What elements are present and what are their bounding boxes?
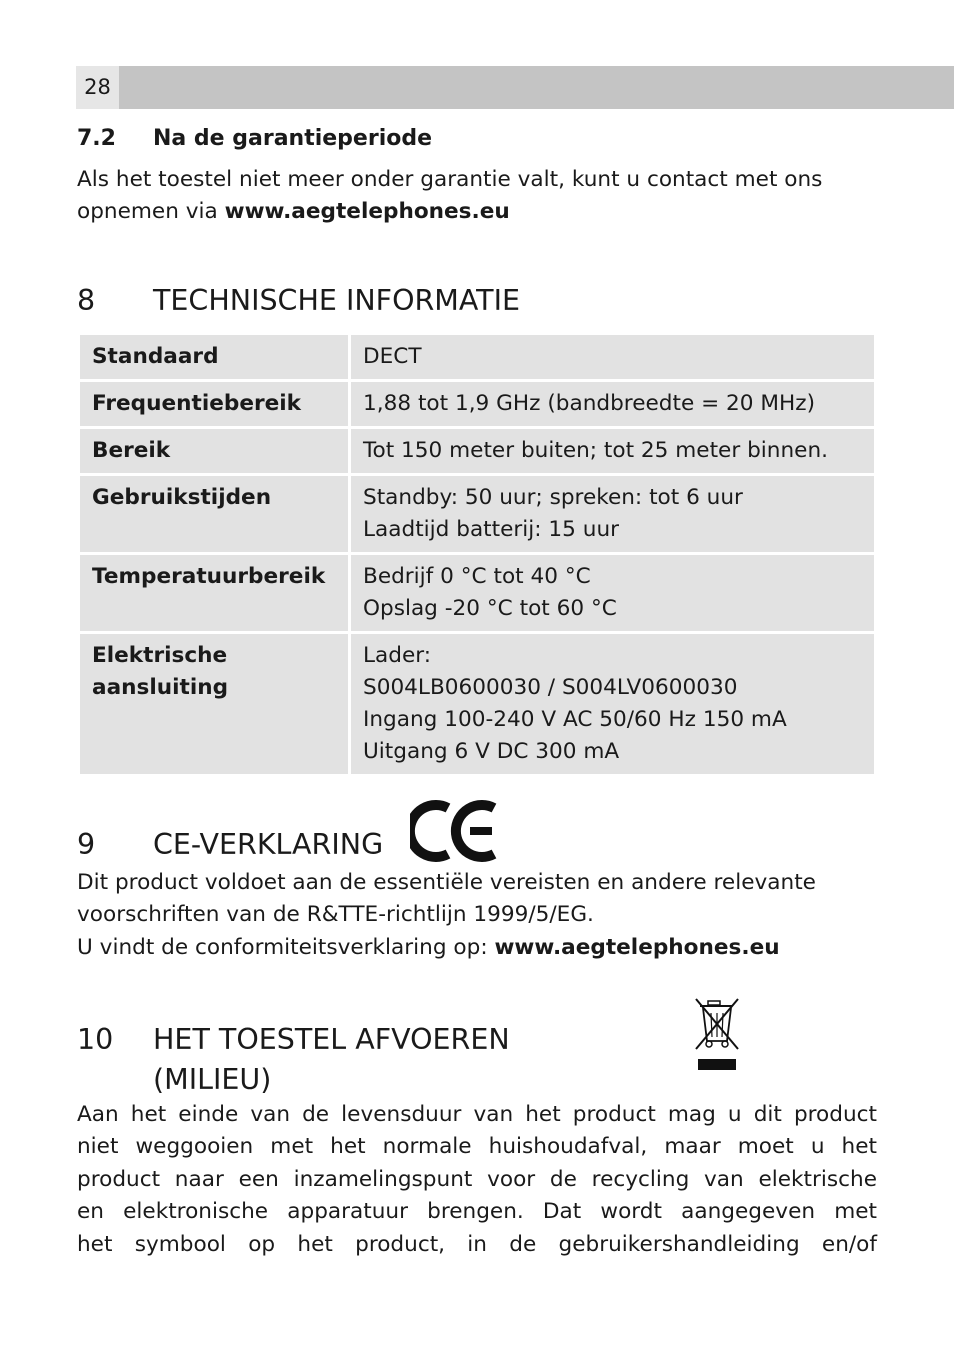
- section-number: 7.2: [77, 126, 116, 151]
- spec-value: [351, 382, 874, 426]
- section-title-line: HET TOESTEL AFVOEREN: [153, 1023, 510, 1056]
- ce-mark-icon: [410, 800, 500, 862]
- spec-value: [351, 555, 874, 631]
- section-9-heading: [77, 828, 383, 861]
- table-row: [80, 382, 874, 426]
- section-title: Na de garantieperiode: [153, 126, 433, 151]
- section-number: 9: [77, 828, 96, 861]
- table-row: [80, 634, 874, 774]
- spec-label: Bereik: [80, 429, 348, 473]
- spec-value-line: Uitgang 6 V DC 300 mA: [363, 739, 620, 764]
- section-title-line: (MILIEU): [153, 1063, 272, 1096]
- spec-label: Standaard: [80, 335, 348, 379]
- section-number: 8: [77, 284, 96, 317]
- paragraph-line: [77, 932, 877, 964]
- section-title: [153, 1020, 510, 1100]
- paragraph-text: U vindt de conformiteitsverklaring op:: [77, 934, 495, 960]
- website-link[interactable]: www.aegtelephones.eu: [494, 934, 780, 960]
- paragraph-line: het symbool op het product, in de gebruikershandleiding en/of: [77, 1231, 877, 1257]
- paragraph-text: Als het toestel niet meer onder garantie valt, kunt u contact met ons opnemen via: [77, 167, 823, 225]
- spec-label: Frequentiebereik: [80, 382, 348, 426]
- spec-value-line: 1,88 tot 1,9 GHz (bandbreedte = 20 MHz): [363, 391, 816, 416]
- spec-value-line: Standby: 50 uur; spreken: tot 6 uur: [363, 485, 743, 510]
- spec-value-line: S004LB0600030 / S004LV0600030: [363, 675, 738, 700]
- spec-label-line: aansluiting: [92, 675, 229, 700]
- paragraph-line: voorschriften van de R&TTE-richtlijn 1999/5/EG.: [77, 902, 594, 928]
- spec-value: [351, 634, 874, 774]
- section-10-heading: [77, 1020, 510, 1100]
- section-number: 10: [77, 1023, 114, 1056]
- paragraph-line: en elektronische apparatuur brengen. Dat wordt aangegeven met: [77, 1199, 877, 1225]
- paragraph-line: Dit product voldoet aan de essentiële vereisten en andere relevante: [77, 870, 816, 895]
- paragraph-line: Aan het einde van de levensduur van het product mag u dit product: [77, 1102, 877, 1127]
- spec-value-line: DECT: [363, 344, 422, 369]
- spec-value: [351, 476, 874, 552]
- spec-value-line: Bedrijf 0 °C tot 40 °C: [363, 564, 591, 589]
- spec-label-line: Elektrische: [92, 643, 228, 668]
- website-link[interactable]: www.aegtelephones.eu: [224, 199, 510, 225]
- technical-specs-table: [77, 332, 877, 777]
- spec-value-line: Ingang 100-240 V AC 50/60 Hz 150 mA: [363, 707, 787, 732]
- spec-value: [351, 429, 874, 473]
- section-10-paragraph: [77, 1099, 877, 1261]
- spec-label: Gebruikstijden: [80, 476, 348, 552]
- section-title: CE-VERKLARING: [153, 828, 384, 861]
- paragraph-line: product naar een inzamelingspunt voor de recycling van elektrische: [77, 1166, 877, 1192]
- crossed-out-wheelie-bin-icon: [694, 997, 740, 1073]
- table-row: [80, 335, 874, 379]
- paragraph-line: niet weggooien met het normale huishoudafval, maar moet u het: [77, 1134, 877, 1160]
- page-number: 28: [76, 66, 119, 109]
- spec-label: [80, 634, 348, 774]
- spec-value: [351, 335, 874, 379]
- spec-value-line: Lader:: [363, 643, 432, 668]
- table-row: [80, 476, 874, 552]
- section-9-paragraph: [77, 867, 877, 964]
- section-title: TECHNISCHE INFORMATIE: [153, 284, 521, 317]
- section-7-2-heading: [77, 126, 432, 151]
- table-row: [80, 555, 874, 631]
- spec-value-line: Opslag -20 °C tot 60 °C: [363, 596, 617, 621]
- spec-label: Temperatuurbereik: [80, 555, 348, 631]
- table-row: [80, 429, 874, 473]
- section-8-heading: [77, 284, 520, 317]
- spec-value-line: Tot 150 meter buiten; tot 25 meter binnen.: [363, 438, 829, 463]
- spec-value-line: Laadtijd batterij: 15 uur: [363, 517, 620, 542]
- section-7-2-paragraph: [77, 164, 877, 229]
- header-bar: [76, 66, 954, 109]
